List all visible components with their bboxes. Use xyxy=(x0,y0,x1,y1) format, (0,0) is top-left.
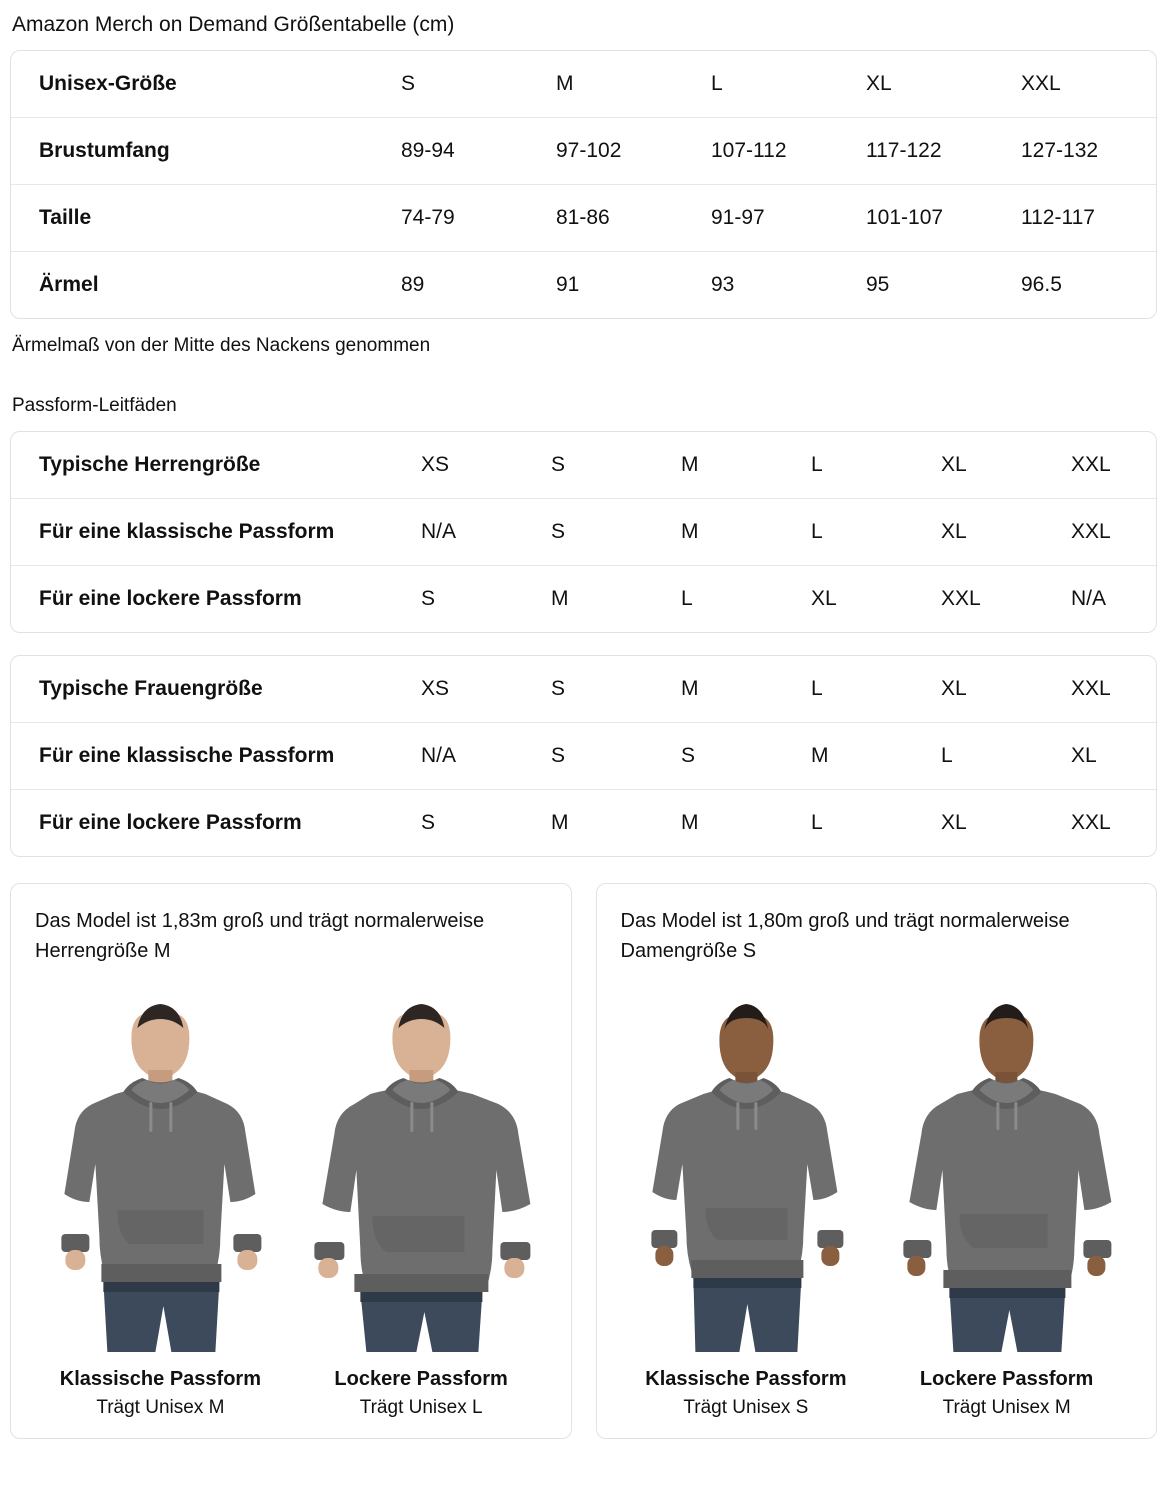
cell: N/A xyxy=(421,499,551,566)
cell: S xyxy=(551,677,566,700)
sleeve-measurement-note: Ärmelmaß von der Mitte des Nackens genommen xyxy=(12,335,431,356)
mens-classic-fit-figure xyxy=(35,972,286,1422)
cell: 89-94 xyxy=(401,118,556,185)
table-row xyxy=(11,656,1157,723)
womens-fit-table xyxy=(11,656,1157,856)
cell: 96.5 xyxy=(1021,252,1157,319)
cell: S xyxy=(681,723,811,790)
table-row xyxy=(11,118,1157,185)
cell: M xyxy=(556,72,574,95)
cell: 93 xyxy=(711,252,866,319)
cell: M xyxy=(681,499,811,566)
cell: XL xyxy=(941,499,1071,566)
womens-relaxed-fit-figure xyxy=(881,972,1132,1422)
mens-classic-fit-photo xyxy=(35,1002,286,1352)
cell: 89 xyxy=(401,252,556,319)
cell: 107-112 xyxy=(711,118,866,185)
row-label: Für eine klassische Passform xyxy=(11,723,421,790)
figure-sublabel: Trägt Unisex L xyxy=(359,1397,483,1418)
mens-model-card xyxy=(10,883,572,1439)
measurement-table xyxy=(11,51,1157,318)
cell: L xyxy=(811,677,823,700)
figure-sublabel: Trägt Unisex S xyxy=(683,1397,809,1418)
table-row xyxy=(11,499,1157,566)
cell: XXL xyxy=(1021,72,1061,95)
model-cards-row xyxy=(10,883,1157,1439)
cell: 81-86 xyxy=(556,185,711,252)
fit-guides-heading: Passform-Leitfäden xyxy=(12,395,177,416)
cell: S xyxy=(551,499,681,566)
row-label: Brustumfang xyxy=(11,118,401,185)
table-row xyxy=(11,252,1157,319)
cell: S xyxy=(421,790,551,857)
womens-relaxed-fit-photo xyxy=(881,1002,1132,1352)
cell: M xyxy=(551,566,681,633)
womens-fit-table-card xyxy=(10,655,1157,857)
womens-model-card xyxy=(596,883,1158,1439)
cell: XL xyxy=(941,677,967,700)
table-row xyxy=(11,185,1157,252)
table-row xyxy=(11,566,1157,633)
cell: XS xyxy=(421,677,450,700)
cell: M xyxy=(681,453,699,476)
cell: M xyxy=(551,790,681,857)
mens-figures xyxy=(35,972,547,1422)
cell: L xyxy=(811,453,823,476)
row-label: Für eine lockere Passform xyxy=(11,566,421,633)
cell: S xyxy=(551,453,566,476)
mens-fit-table xyxy=(11,432,1157,632)
cell: L xyxy=(711,72,723,95)
cell: 117-122 xyxy=(866,118,1021,185)
table-row xyxy=(11,432,1157,499)
cell: 112-117 xyxy=(1021,185,1157,252)
cell: L xyxy=(941,723,1071,790)
cell: 91 xyxy=(556,252,711,319)
figure-sublabel: Trägt Unisex M xyxy=(942,1397,1071,1418)
row-label: Typische Frauengröße xyxy=(39,677,263,700)
cell: S xyxy=(401,72,416,95)
cell: XXL xyxy=(941,566,1071,633)
figure-sublabel: Trägt Unisex M xyxy=(96,1397,225,1418)
cell: S xyxy=(551,723,681,790)
cell: 91-97 xyxy=(711,185,866,252)
page-title: Amazon Merch on Demand Größentabelle (cm) xyxy=(12,13,455,36)
cell: M xyxy=(811,723,941,790)
cell: L xyxy=(811,790,941,857)
cell: XL xyxy=(1071,723,1157,790)
cell: S xyxy=(421,566,551,633)
figure-label: Klassische Passform xyxy=(645,1368,847,1390)
figure-label: Klassische Passform xyxy=(59,1368,261,1390)
row-label: Unisex-Größe xyxy=(39,72,177,95)
womens-figures xyxy=(621,972,1133,1422)
cell: XL xyxy=(941,453,967,476)
row-label: Für eine klassische Passform xyxy=(11,499,421,566)
cell: L xyxy=(681,566,811,633)
cell: XL xyxy=(866,72,892,95)
cell: 95 xyxy=(866,252,1021,319)
cell: XXL xyxy=(1071,677,1111,700)
row-label: Taille xyxy=(11,185,401,252)
cell: N/A xyxy=(1071,566,1157,633)
cell: 101-107 xyxy=(866,185,1021,252)
figure-label: Lockere Passform xyxy=(334,1368,508,1390)
cell: M xyxy=(681,790,811,857)
cell: 74-79 xyxy=(401,185,556,252)
mens-fit-table-card xyxy=(10,431,1157,633)
cell: 127-132 xyxy=(1021,118,1157,185)
cell: XL xyxy=(811,566,941,633)
cell: XL xyxy=(941,790,1071,857)
womens-classic-fit-figure xyxy=(621,972,872,1422)
cell: XS xyxy=(421,453,450,476)
womens-classic-fit-photo xyxy=(621,1002,872,1352)
row-label: Ärmel xyxy=(11,252,401,319)
cell: M xyxy=(681,677,699,700)
table-row xyxy=(11,723,1157,790)
cell: XXL xyxy=(1071,499,1157,566)
measurement-table-card xyxy=(10,50,1157,319)
mens-relaxed-fit-photo xyxy=(296,1002,547,1352)
cell: XXL xyxy=(1071,453,1111,476)
row-label: Für eine lockere Passform xyxy=(11,790,421,857)
mens-relaxed-fit-figure xyxy=(296,972,547,1422)
table-row xyxy=(11,51,1157,118)
model-caption: Das Model ist 1,80m groß und trägt normalerweise Damengröße S xyxy=(620,910,1070,962)
row-label: Typische Herrengröße xyxy=(39,453,261,476)
cell: 97-102 xyxy=(556,118,711,185)
cell: N/A xyxy=(421,723,551,790)
cell: L xyxy=(811,499,941,566)
figure-label: Lockere Passform xyxy=(919,1368,1094,1390)
model-caption: Das Model ist 1,83m groß und trägt normalerweise Herrengröße M xyxy=(35,910,485,962)
table-row xyxy=(11,790,1157,857)
cell: XXL xyxy=(1071,790,1157,857)
